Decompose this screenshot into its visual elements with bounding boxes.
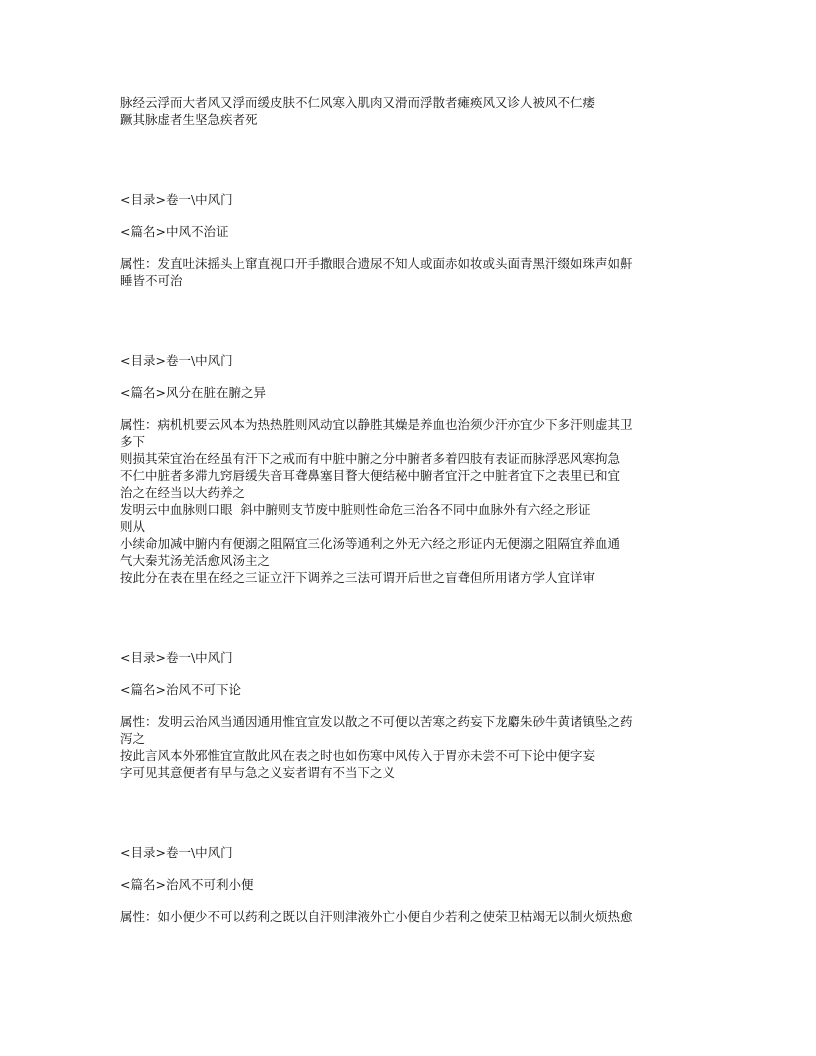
catalog-line: <目录>卷一\中风门 [120,650,233,665]
text-line: 属性：如小便少不可以药利之既以自汗则津液外亡小便自少若利之使荣卫枯竭无以制火烦热愈 [120,909,633,924]
text-line: 发明云中血脉则口眼 斜中腑则支节废中脏则性命危三治各不同中血脉外有六经之形证 [120,502,591,517]
section-title: <篇名>治风不可下论 [120,682,241,697]
attribute-paragraph [120,255,710,289]
text-line: 属性：发明云治风当通因通用惟宜宣发以散之不可便以苦寒之药妄下龙麝朱砂牛黄诸镇坠之药 [120,714,633,729]
text-line: 不仁中脏者多滞九窍唇缓失音耳聋鼻塞目瞀大便结秘中腑者宜汗之中脏者宜下之表里已和宜 [120,468,621,483]
catalog-line: <目录>卷一\中风门 [120,353,233,368]
section [120,352,710,586]
text-line: 多下 [120,434,146,449]
text-line: 气大秦艽汤羌活愈风汤主之 [120,553,271,568]
section [120,844,710,925]
text-line: 字可见其意便者有早与急之义妄者谓有不当下之义 [120,765,396,780]
section-title: <篇名>风分在脏在腑之异 [120,385,266,400]
text-line: 则损其荣宜治在经虽有汗下之戒而有中脏中腑之分中腑者多着四肢有表证而脉浮恶风寒拘急 [120,451,621,466]
text-line: 则从 [120,519,146,534]
text-line: 属性：发直吐沫摇头上窜直视口开手撒眼合遗尿不知人或面赤如妆或头面青黑汗缀如珠声如鼾 [120,256,633,271]
text-line: 脉经云浮而大者风又浮而缓皮肤不仁风寒入肌肉又滑而浮散者瘫痪风又诊人被风不仁痿 [120,95,596,110]
section [120,191,710,289]
text-line: 属性：病机机要云风本为热热胜则风动宜以静胜其燥是养血也治须少汗亦宜少下多汗则虚其卫 [120,417,633,432]
document-body [120,94,710,940]
section-title: <篇名>治风不可利小便 [120,877,254,892]
attribute-paragraph [120,416,710,586]
catalog-line: <目录>卷一\中风门 [120,192,233,207]
text-line: 睡皆不可治 [120,273,183,288]
section-title: <篇名>中风不治证 [120,224,229,239]
text-line: 按此分在表在里在经之三证立汗下调养之三法可谓开后世之盲聋但所用诸方学人宜详审 [120,570,596,585]
catalog-line: <目录>卷一\中风门 [120,845,233,860]
text-line: 治之在经当以大药养之 [120,485,246,500]
text-line: 小续命加减中腑内有便溺之阻隔宜三化汤等通利之外无六经之形证内无便溺之阻隔宜养血通 [120,536,621,551]
section [120,649,710,781]
text-line: 蹶其脉虚者生坚急疾者死 [120,112,258,127]
attribute-paragraph [120,908,710,925]
intro-paragraph [120,94,710,128]
attribute-paragraph [120,713,710,781]
text-line: 泻之 [120,731,146,746]
text-line: 按此言风本外邪惟宜宣散此风在表之时也如伤寒中风传入于胃亦未尝不可下论中便字妄 [120,748,596,763]
